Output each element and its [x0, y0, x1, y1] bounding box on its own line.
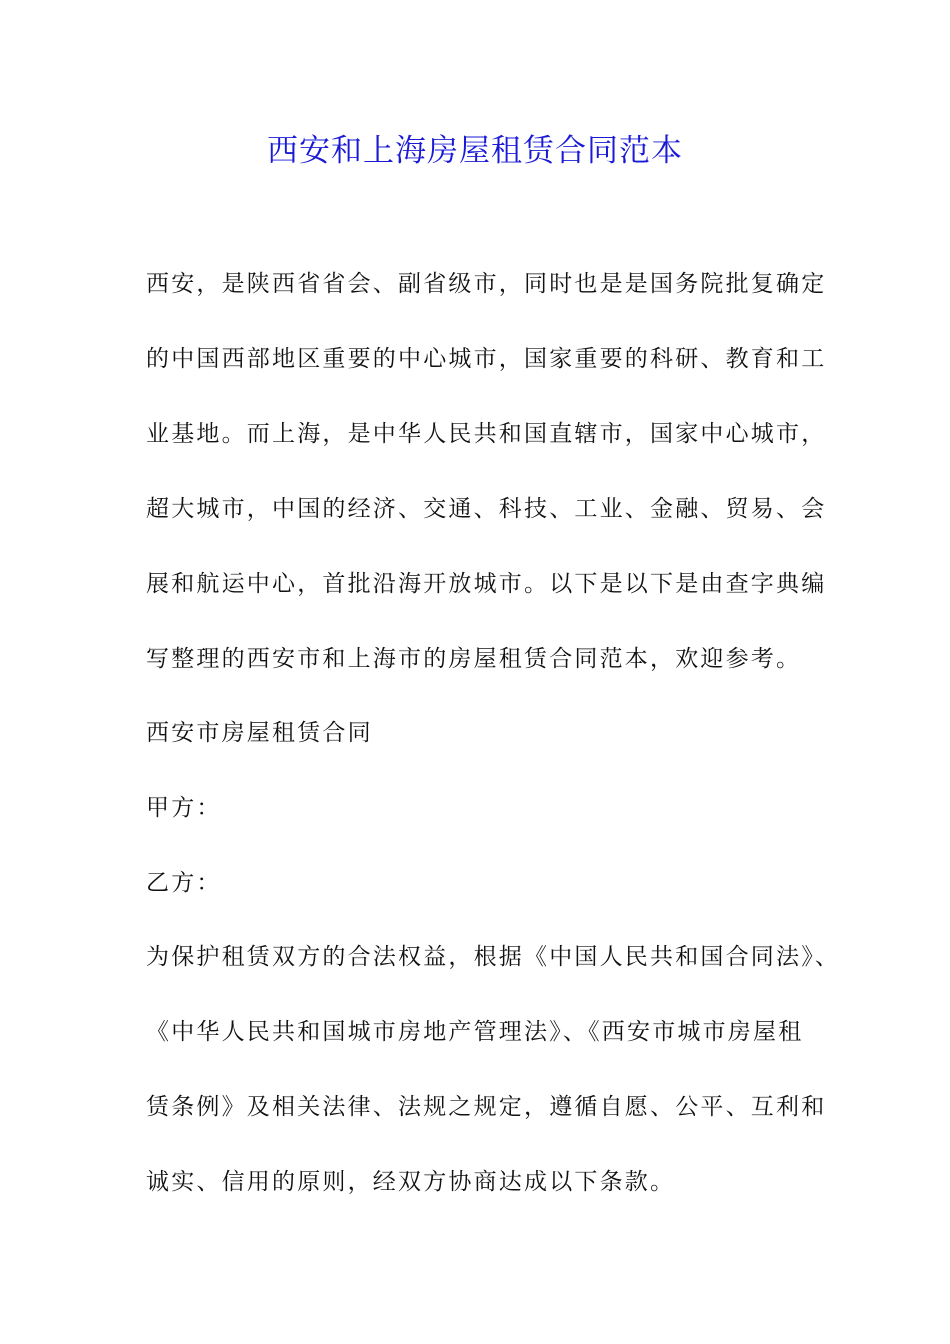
intro-line: 写整理的西安市和上海市的房屋租赁合同范本，欢迎参考。	[146, 646, 802, 672]
preamble-line: 《中华人民共和国城市房地产管理法》、《西安市城市房屋租	[146, 1019, 804, 1045]
preamble-line: 为保护租赁双方的合法权益，根据《中国人民共和国合同法》、	[146, 944, 841, 970]
party-a-label: 甲方：	[146, 795, 222, 821]
intro-line: 展和航运中心，首批沿海开放城市。以下是以下是由查字典编	[146, 571, 827, 597]
preamble-line: 赁条例》及相关法律、法规之规定，遵循自愿、公平、互利和	[146, 1094, 827, 1120]
party-b-label: 乙方：	[146, 870, 222, 896]
intro-line: 业基地。而上海，是中华人民共和国直辖市，国家中心城市，	[146, 421, 827, 447]
intro-line: 超大城市，中国的经济、交通、科技、工业、金融、贸易、会	[146, 496, 827, 522]
preamble-line: 诚实、信用的原则，经双方协商达成以下条款。	[146, 1169, 676, 1195]
intro-line: 的中国西部地区重要的中心城市，国家重要的科研、教育和工	[146, 346, 827, 372]
document-title: 西安和上海房屋租赁合同范本	[267, 133, 683, 169]
intro-line: 西安，是陕西省省会、副省级市，同时也是是国务院批复确定	[146, 271, 827, 297]
contract-heading: 西安市房屋租赁合同	[146, 720, 373, 746]
